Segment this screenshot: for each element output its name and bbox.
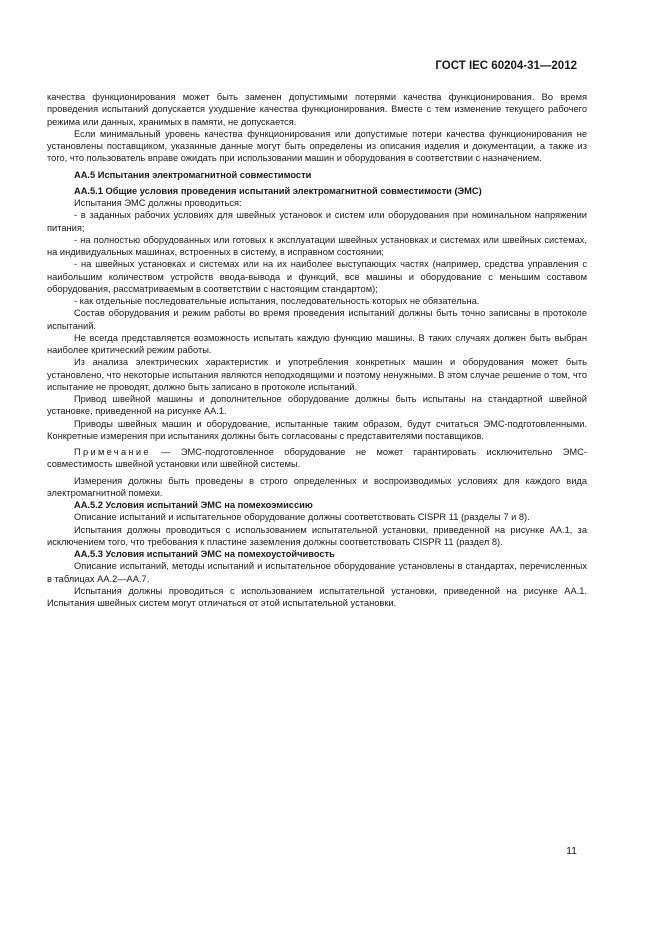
paragraph: качества функционирования может быть заменен допустимыми потерями качества функционирования. Во время проведения испытаний допускается ухудшение качества функционирования. Вместе с тем изменение текущего рабочего режима или данных, хранимых в памяти, не допускается. — [47, 92, 587, 127]
subsection-heading-aa5-2: АА.5.2 Условия испытаний ЭМС на помехоэмиссию — [74, 500, 313, 510]
document-body — [47, 91, 587, 609]
paragraph: Если минимальный уровень качества функционирования или допустимые потери качества функционирования не установлены поставщиком, указанные данные могут быть определены из описания изделия и документации, а также из того, что пользователь вправе ожидать при использовании машин и оборудования в соответствии с назначением. — [47, 128, 587, 164]
paragraph: Из анализа электрических характеристик и употребления конкретных машин и оборудования может быть установлено, что некоторые испытания являются неподходящими и поэтому ненужными. В этом случае решение о том, что испытание не проводят, должно быть записано в протоколе испытаний. — [47, 357, 587, 392]
note — [47, 446, 587, 471]
list-item: - на полностью оборудованных или готовых к эксплуатации швейных установках и системах или швейных системах, на индивидуальных машинах, встроенных в систему, в исправном состоянии; — [47, 234, 587, 257]
subsection-heading-aa5-3: АА.5.3 Условия испытаний ЭМС на помехоустойчивость — [74, 549, 335, 559]
paragraph: Испытания должны проводиться с использованием испытательной установки, приведенной на рисунке АА.1. Испытания швейных систем могут отличаться от этой испытательной установки. — [47, 585, 587, 608]
paragraph: Описание испытаний и испытательное оборудование должны соответствовать CISPR 11 (разделы 7 и 8). — [74, 512, 530, 523]
list-item: - в заданных рабочих условиях для швейных установок и систем или оборудования при номинальном напряжении питания; — [47, 210, 587, 233]
document-code-header: ГОСТ IEC 60204-31—2012 — [435, 60, 577, 72]
list-item: - на швейных установках и системах или на их наиболее выступающих частях (например, средства управления с наибольшим количеством устройств ввода-вывода и функций, все машины и оборудование с меньшим составом оборудования, рассматриваемым в соответствии с настоящим стандартом); — [47, 259, 587, 294]
section-heading-aa5: АА.5 Испытания электромагнитной совместимости — [74, 169, 312, 180]
paragraph: Приводы швейных машин и оборудование, испытанные таким образом, будут считаться ЭМС-подготовленными. Конкретные измерения при испытаниях должны быть согласованы с представителями поставщиков. — [47, 418, 587, 441]
note-label: Примечание — [74, 447, 151, 457]
paragraph: Испытания ЭМС должны проводиться: — [74, 198, 242, 208]
paragraph: Привод швейной машины и дополнительное оборудование должны быть испытаны на стандартной швейной установке, приведенной на рисунке АА.1. — [47, 394, 587, 417]
paragraph: Описание испытаний, методы испытаний и испытательное оборудование установлены в стандартах, перечисленных в таблицах АА.2—АА.7. — [47, 561, 587, 584]
list-item: - как отдельные последовательные испытания, последовательность которых не обязательна. — [74, 296, 480, 306]
paragraph: Не всегда представляется возможность испытать каждую функцию машины. В таких случаях должен быть выбран наиболее критический режим работы. — [47, 332, 587, 355]
paragraph: Испытания должны проводиться с использованием испытательной установки, приведенной на рисунке АА.1, за исключением того, что требования к пластине заземления должны соответствовать CISPR 11 (раздел 8). — [47, 524, 587, 547]
paragraph: Состав оборудования и режим работы во время проведения испытаний должны быть точно записаны в протоколе испытаний. — [47, 308, 587, 331]
note-text: — ЭМС-подготовленное оборудование не может гарантировать исключительно ЭМС-совместимость швейной установки или швейной системы. — [47, 447, 587, 470]
paragraph: Измерения должны быть проведены в строго определенных и воспроизводимых условиях для каждого вида электромагнитной помехи. — [47, 475, 587, 498]
subsection-heading-aa5-1: АА.5.1 Общие условия проведения испытаний электромагнитной совместимости (ЭМС) — [74, 185, 482, 196]
page-number: 11 — [566, 845, 577, 857]
